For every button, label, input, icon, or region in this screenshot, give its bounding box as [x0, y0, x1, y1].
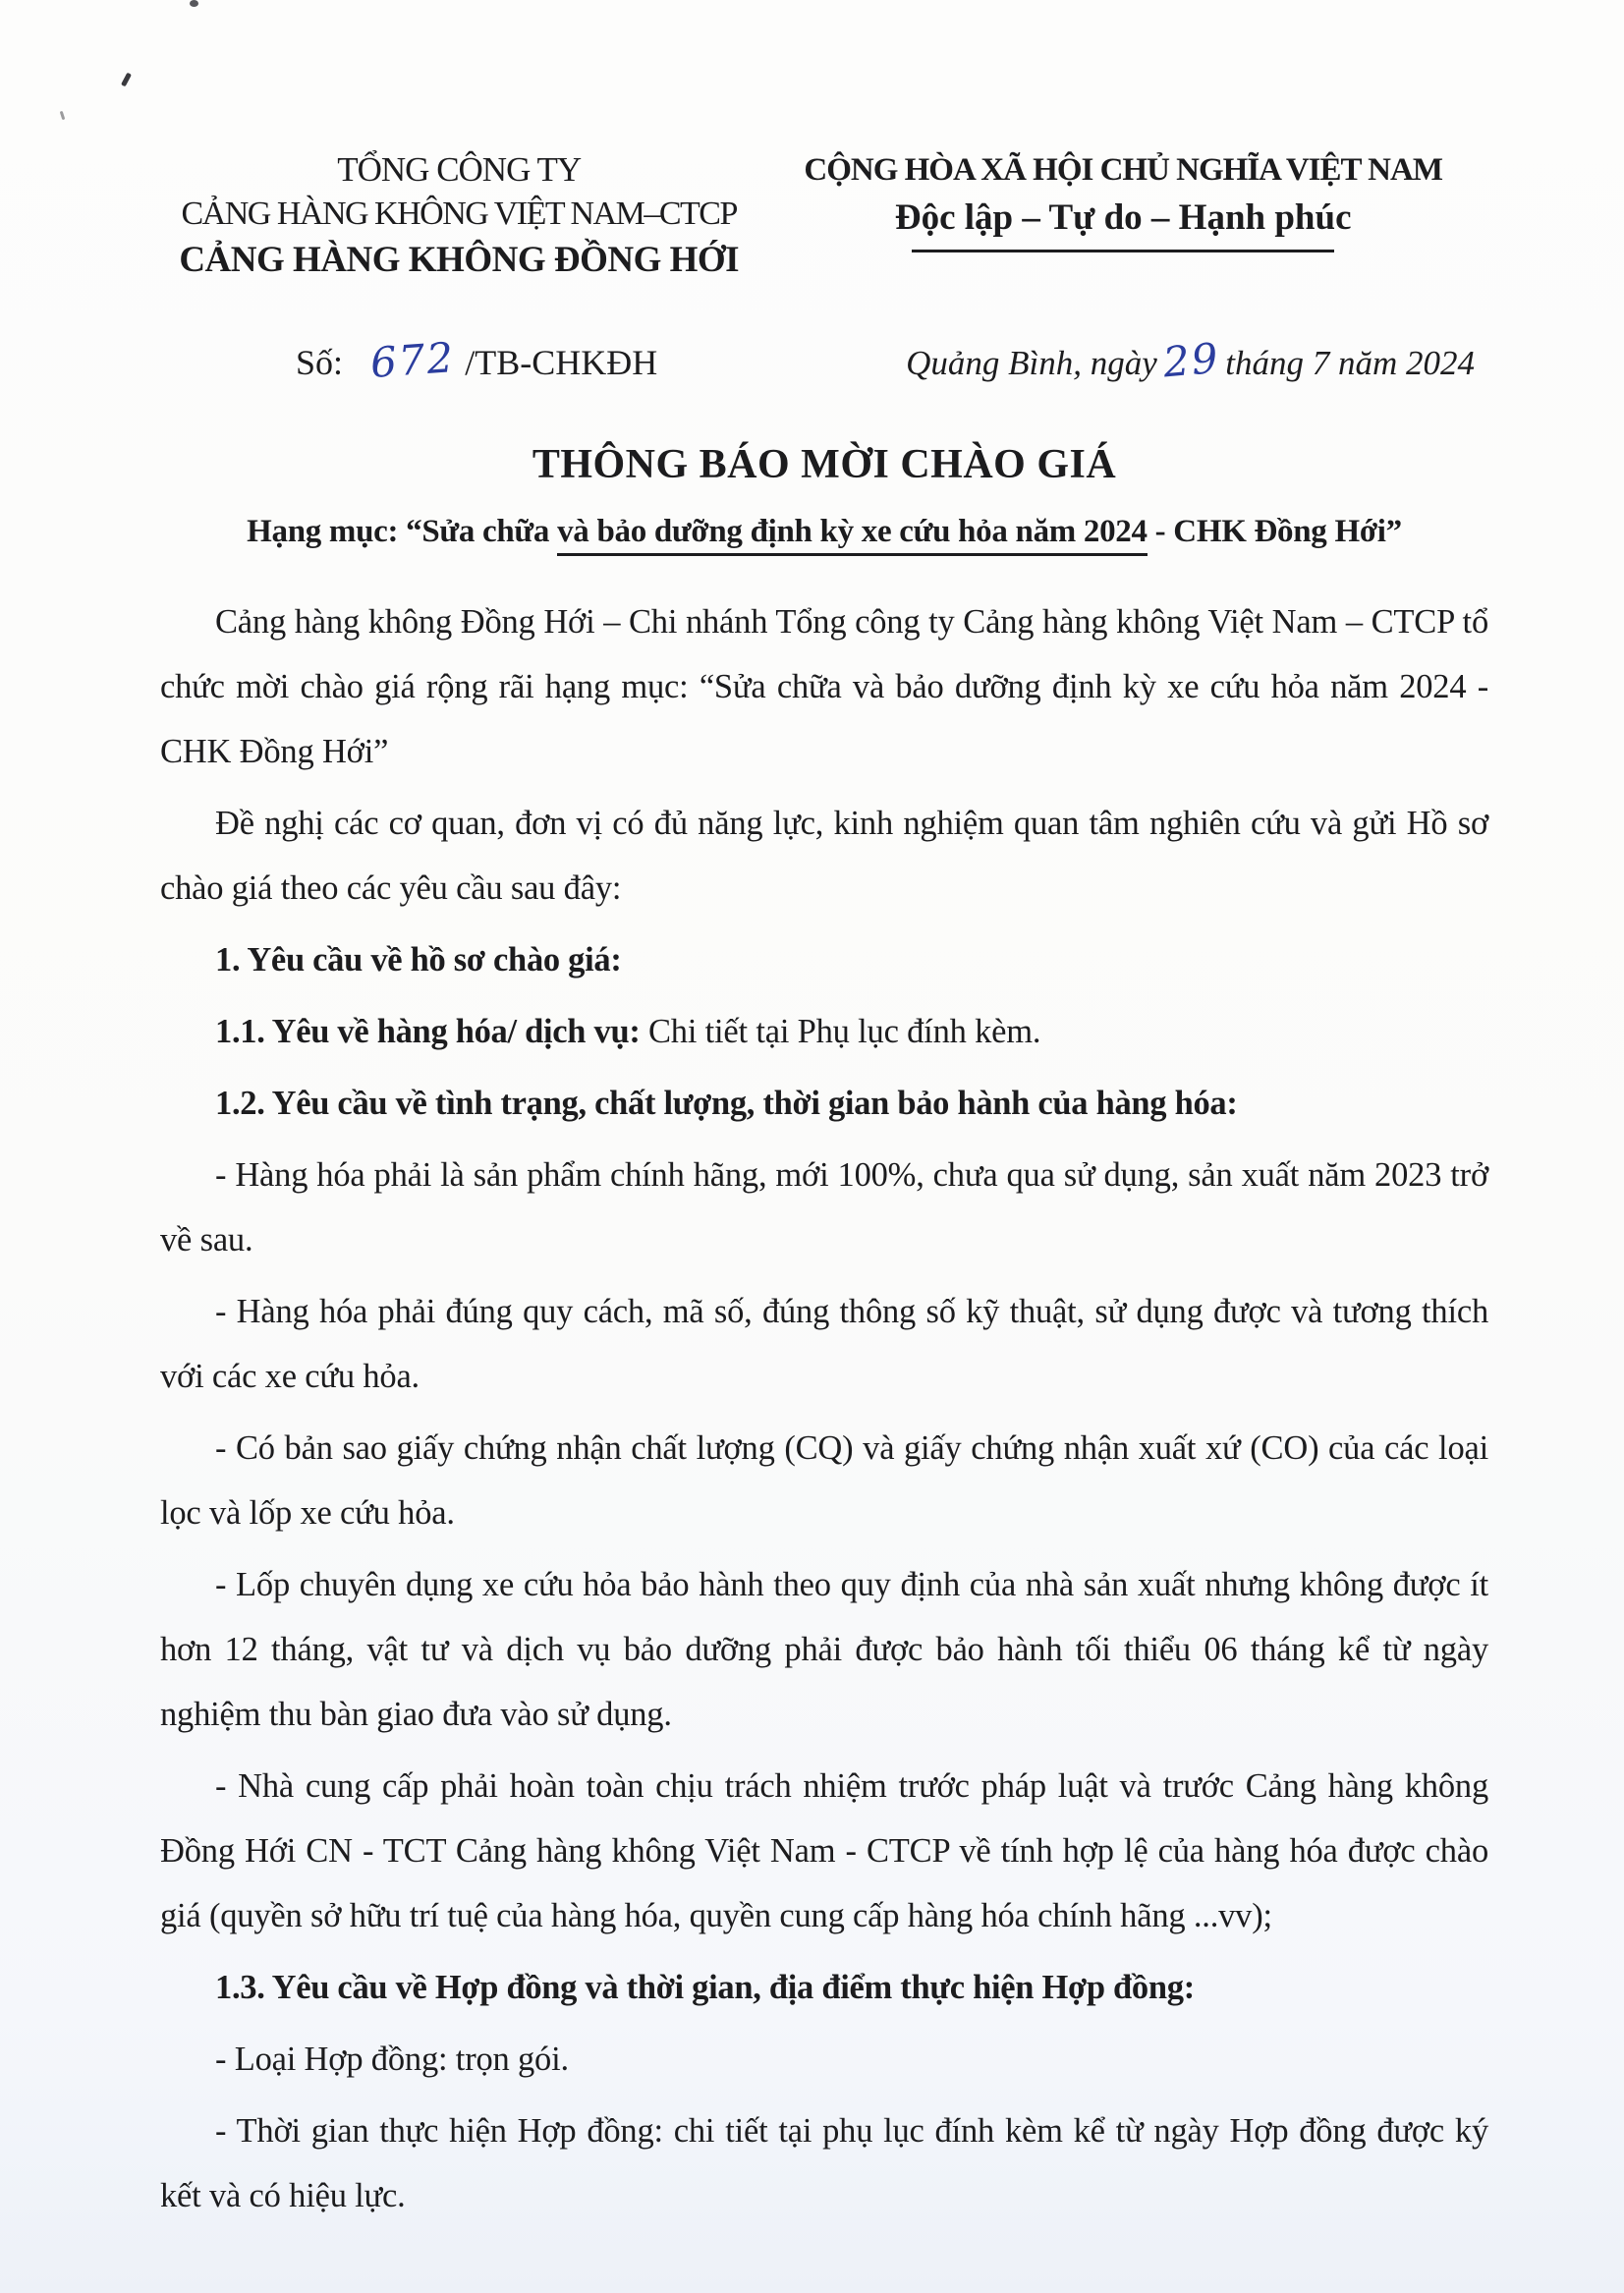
section-heading [160, 1955, 1488, 2020]
subtitle-suffix: - CHK Đồng Hới” [1147, 513, 1402, 549]
subtitle-prefix: Hạng mục: “Sửa chữa [247, 513, 558, 549]
paragraph [160, 999, 1488, 1064]
place-dateline [906, 333, 1475, 387]
paragraph-text: Cảng hàng không Đồng Hới – Chi nhánh Tổng công ty Cảng hàng không Việt Nam – CTCP tổ chức mời chào giá rộng rãi hạng mục: “Sửa chữa và bảo dưỡng định kỳ xe cứu hỏa năm 2024 - CHK Đồng Hới” [160, 602, 1488, 770]
document-number-handwritten: 672 [368, 332, 457, 387]
paragraph-text: - Hàng hóa phải là sản phẩm chính hãng, mới 100%, chưa qua sử dụng, sản xuất năm 2023 trở về sau. [160, 1155, 1488, 1258]
motto-underline [912, 250, 1334, 252]
paragraph-text: - Hàng hóa phải đúng quy cách, mã số, đúng thông số kỹ thuật, sử dụng được và tương thích với các xe cứu hỏa. [160, 1292, 1488, 1395]
document-number-label: Số: [296, 342, 344, 382]
paragraph-bold-lead: 1.1. Yêu về hàng hóa/ dịch vụ: [215, 1012, 641, 1050]
paragraph [160, 1416, 1488, 1545]
document-number [296, 332, 658, 387]
paragraph-text: - Có bản sao giấy chứng nhận chất lượng (CQ) và giấy chứng nhận xuất xứ (CO) của các loại lọc và lốp xe cứu hỏa. [160, 1428, 1488, 1532]
document-body [160, 589, 1488, 2228]
paragraph-text: - Thời gian thực hiện Hợp đồng: chi tiết tại phụ lục đính kèm kể từ ngày Hợp đồng được ký kết và có hiệu lực. [160, 2111, 1488, 2214]
paragraph-text: - Lốp chuyên dụng xe cứu hỏa bảo hành theo quy định của nhà sản xuất nhưng không được ít hơn 12 tháng, vật tư và dịch vụ bảo dưỡng phải được bảo hành tối thiểu 06 tháng kể từ ngày nghiệm thu bàn giao đưa vào sử dụng. [160, 1565, 1488, 1733]
scan-artifact-speck [190, 0, 198, 7]
paragraph-text: - Loại Hợp đồng: trọn gói. [215, 2040, 569, 2078]
company-name: CẢNG HÀNG KHÔNG VIỆT NAM–CTCP [181, 196, 737, 233]
number-date-row [160, 332, 1488, 387]
document-subtitle [160, 514, 1488, 550]
paragraph [160, 2027, 1488, 2092]
dateline-suffix: tháng 7 năm 2024 [1225, 343, 1475, 382]
branch-name: CẢNG HÀNG KHÔNG ĐỒNG HỚI [179, 240, 740, 281]
national-motto: Độc lập – Tự do – Hạnh phúc [894, 197, 1352, 239]
document-header [160, 147, 1488, 285]
paragraph [160, 1754, 1488, 1948]
parent-company-name: TỔNG CÔNG TY [337, 150, 582, 189]
dateline-day-handwritten: 29 [1160, 333, 1222, 387]
paragraph [160, 791, 1488, 921]
subtitle-underlined-phrase: và bảo dưỡng định kỳ xe cứu hỏa năm 2024 [557, 514, 1148, 556]
paragraph-text: Chi tiết tại Phụ lục đính kèm. [640, 1012, 1041, 1050]
section-heading [160, 1071, 1488, 1136]
paragraph [160, 589, 1488, 784]
document-number-suffix: /TB-CHKĐH [465, 342, 658, 382]
paragraph [160, 1279, 1488, 1409]
paragraph-bold-lead: 1. Yêu cầu về hồ sơ chào giá: [215, 940, 622, 979]
paragraph-text: - Nhà cung cấp phải hoàn toàn chịu trách nhiệm trước pháp luật và trước Cảng hàng không Đồng Hới CN - TCT Cảng hàng không Việt Nam - CTCP về tính hợp lệ của hàng hóa được chào giá (quyền sở hữu trí tuệ của hàng hóa, quyền cung cấp hàng hóa chính hãng ...vv); [160, 1766, 1488, 1934]
paragraph-text: Đề nghị các cơ quan, đơn vị có đủ năng lực, kinh nghiệm quan tâm nghiên cứu và gửi Hồ sơ chào giá theo các yêu cầu sau đây: [160, 804, 1488, 907]
document-title: THÔNG BÁO MỜI CHÀO GIÁ [532, 441, 1117, 487]
paragraph [160, 1143, 1488, 1272]
national-motto-block [757, 147, 1488, 252]
paragraph [160, 1552, 1488, 1747]
dateline-prefix: Quảng Bình, ngày [906, 343, 1157, 382]
paragraph-bold-lead: 1.3. Yêu cầu về Hợp đồng và thời gian, địa điểm thực hiện Hợp đồng: [215, 1968, 1195, 2006]
paragraph-bold-lead: 1.2. Yêu cầu về tình trạng, chất lượng, thời gian bảo hành của hàng hóa: [215, 1084, 1238, 1122]
country-title: CỘNG HÒA XÃ HỘI CHỦ NGHĨA VIỆT NAM [804, 152, 1442, 188]
paragraph [160, 2098, 1488, 2228]
section-heading [160, 927, 1488, 992]
issuing-organization-block [160, 147, 757, 285]
